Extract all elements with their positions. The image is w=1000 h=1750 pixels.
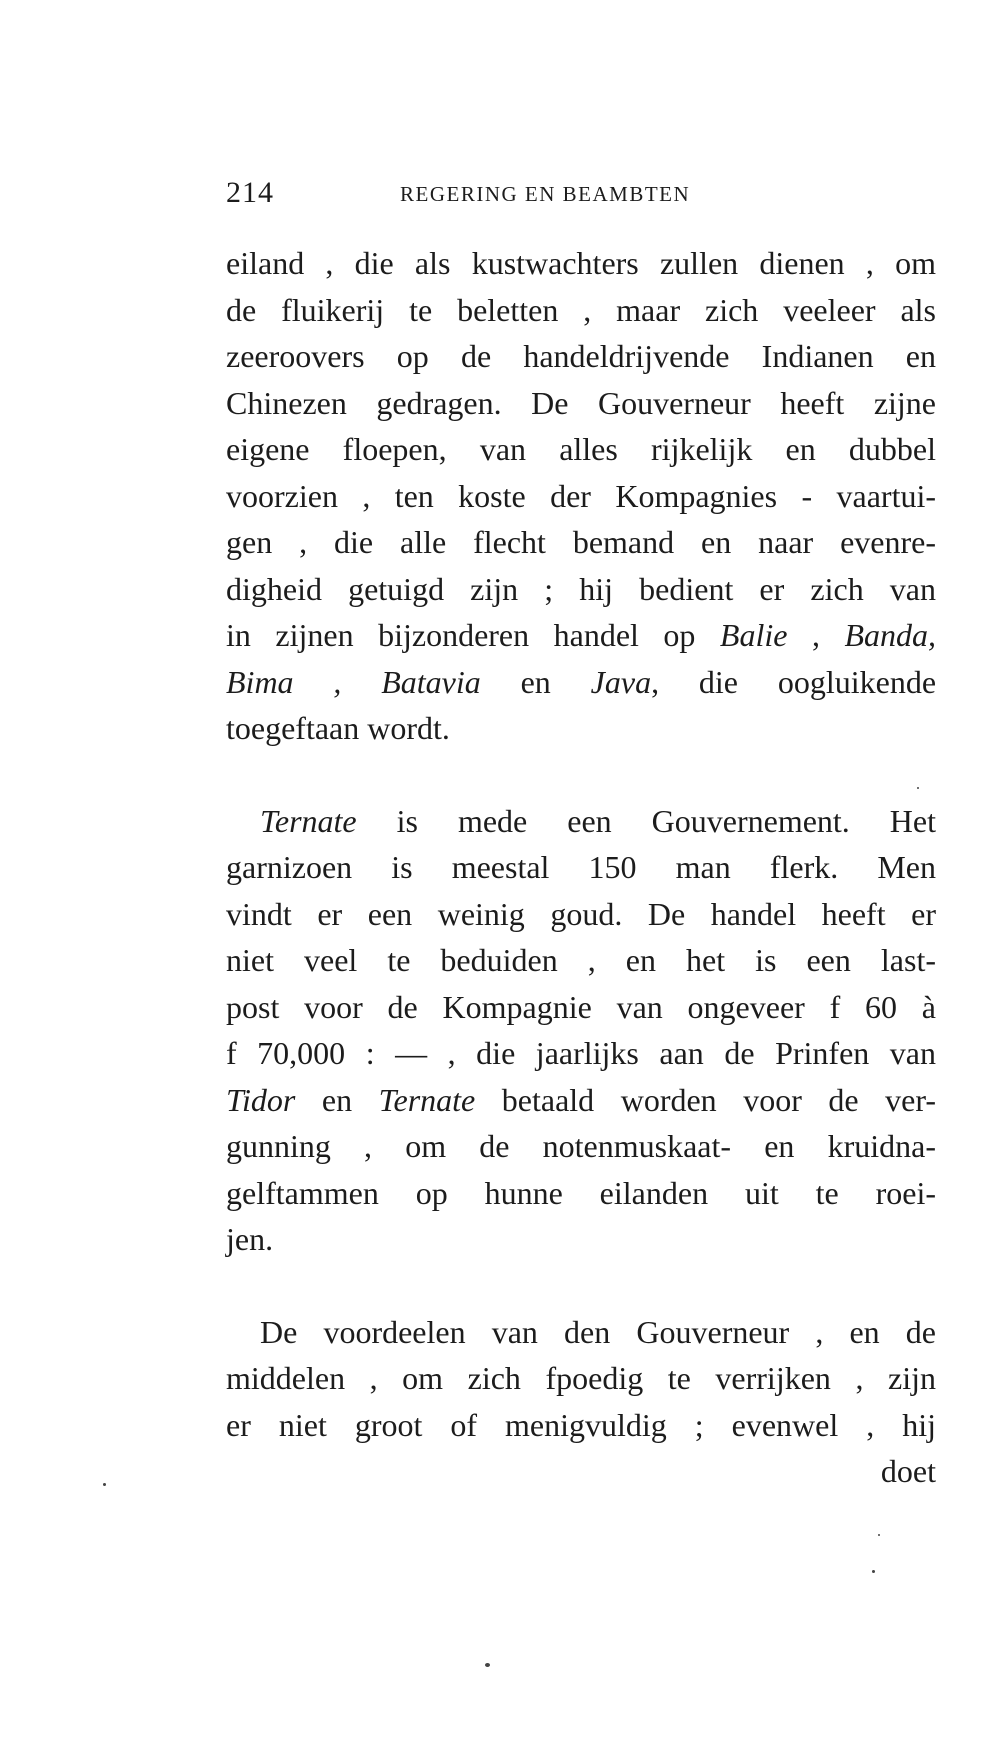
text-line: jen. xyxy=(226,1221,274,1257)
text-line: garnizoen is meestal 150 man flerk. Men xyxy=(226,849,936,885)
place-name: Bima , xyxy=(226,663,382,700)
line-text: , die oogluikende xyxy=(651,663,937,700)
text-line xyxy=(226,798,936,845)
text-line: de fluikerij te beletten , maar zich veeleer als xyxy=(226,291,936,328)
text-line: f 70,000 : — , die jaarlijks aan de Prinfen van xyxy=(226,1035,936,1071)
text-line: er niet groot of menigvuldig ; evenwel , hij xyxy=(226,1406,936,1443)
page-header xyxy=(226,176,936,216)
text-line xyxy=(226,612,936,659)
paragraph-3 xyxy=(226,1309,936,1495)
paragraph-gap xyxy=(226,752,936,798)
text-line: De voordeelen van den Gouverneur , en de xyxy=(260,1313,936,1350)
text-line: zeeroovers op de handeldrijvende Indianen en xyxy=(226,338,936,374)
text-line xyxy=(226,1077,936,1124)
line-text: , xyxy=(787,617,845,653)
text-line: eigene floepen, van alles rijkelijk en dubbel xyxy=(226,431,936,467)
text-line: gunning , om de notenmuskaat- en kruidna- xyxy=(226,1128,936,1164)
line-text: betaald worden voor de ver- xyxy=(475,1081,936,1118)
text-line: middelen , om zich fpoedig te verrijken , zijn xyxy=(226,1360,936,1396)
text-line: gelftammen op hunne eilanden uit te roei- xyxy=(226,1174,936,1211)
running-head: REGERING EN BEAMBTEN xyxy=(400,182,691,206)
place-name: Batavia xyxy=(381,663,481,700)
catchword: doet xyxy=(880,1453,936,1489)
paper-speck xyxy=(872,1570,875,1573)
page-number: 214 xyxy=(226,176,274,209)
line-text: in zijnen bijzonderen handel op xyxy=(226,617,720,653)
line-text: en xyxy=(480,663,591,700)
text-line xyxy=(226,659,936,706)
place-name: Ternate xyxy=(260,802,357,839)
place-name: Tidor xyxy=(226,1081,296,1118)
paragraph-2 xyxy=(226,798,936,1263)
body-text xyxy=(226,240,936,1495)
text-line: voorzien , ten koste der Kompagnies - vaartui- xyxy=(226,477,936,514)
paragraph-gap xyxy=(226,1263,936,1309)
place-name: Ternate xyxy=(378,1081,476,1118)
paragraph-1 xyxy=(226,240,936,752)
place-name: Banda, xyxy=(844,617,936,653)
paper-speck xyxy=(917,787,919,789)
paper-speck xyxy=(878,1534,880,1536)
text-line: toegeftaan wordt. xyxy=(226,710,450,746)
paper-speck xyxy=(485,1663,490,1667)
text-line: vindt er een weinig goud. De handel heeft er xyxy=(226,895,936,932)
place-name: Balie xyxy=(719,617,788,653)
text-line: digheid getuigd zijn ; hij bedient er zich van xyxy=(226,570,936,607)
text-line: post voor de Kompagnie van ongeveer f 60 à xyxy=(226,988,936,1025)
text-line: gen , die alle flecht bemand en naar evenre- xyxy=(226,524,936,560)
place-name: Java xyxy=(590,663,652,700)
text-line: niet veel te beduiden , en het is een last- xyxy=(226,942,936,978)
line-text: en xyxy=(295,1081,379,1118)
text-line: Chinezen gedragen. De Gouverneur heeft zijne xyxy=(226,384,936,421)
text-line: eiland , die als kustwachters zullen dienen , om xyxy=(226,245,936,281)
line-text: is mede een Gouvernement. Het xyxy=(356,802,936,839)
paper-speck xyxy=(103,1483,106,1486)
